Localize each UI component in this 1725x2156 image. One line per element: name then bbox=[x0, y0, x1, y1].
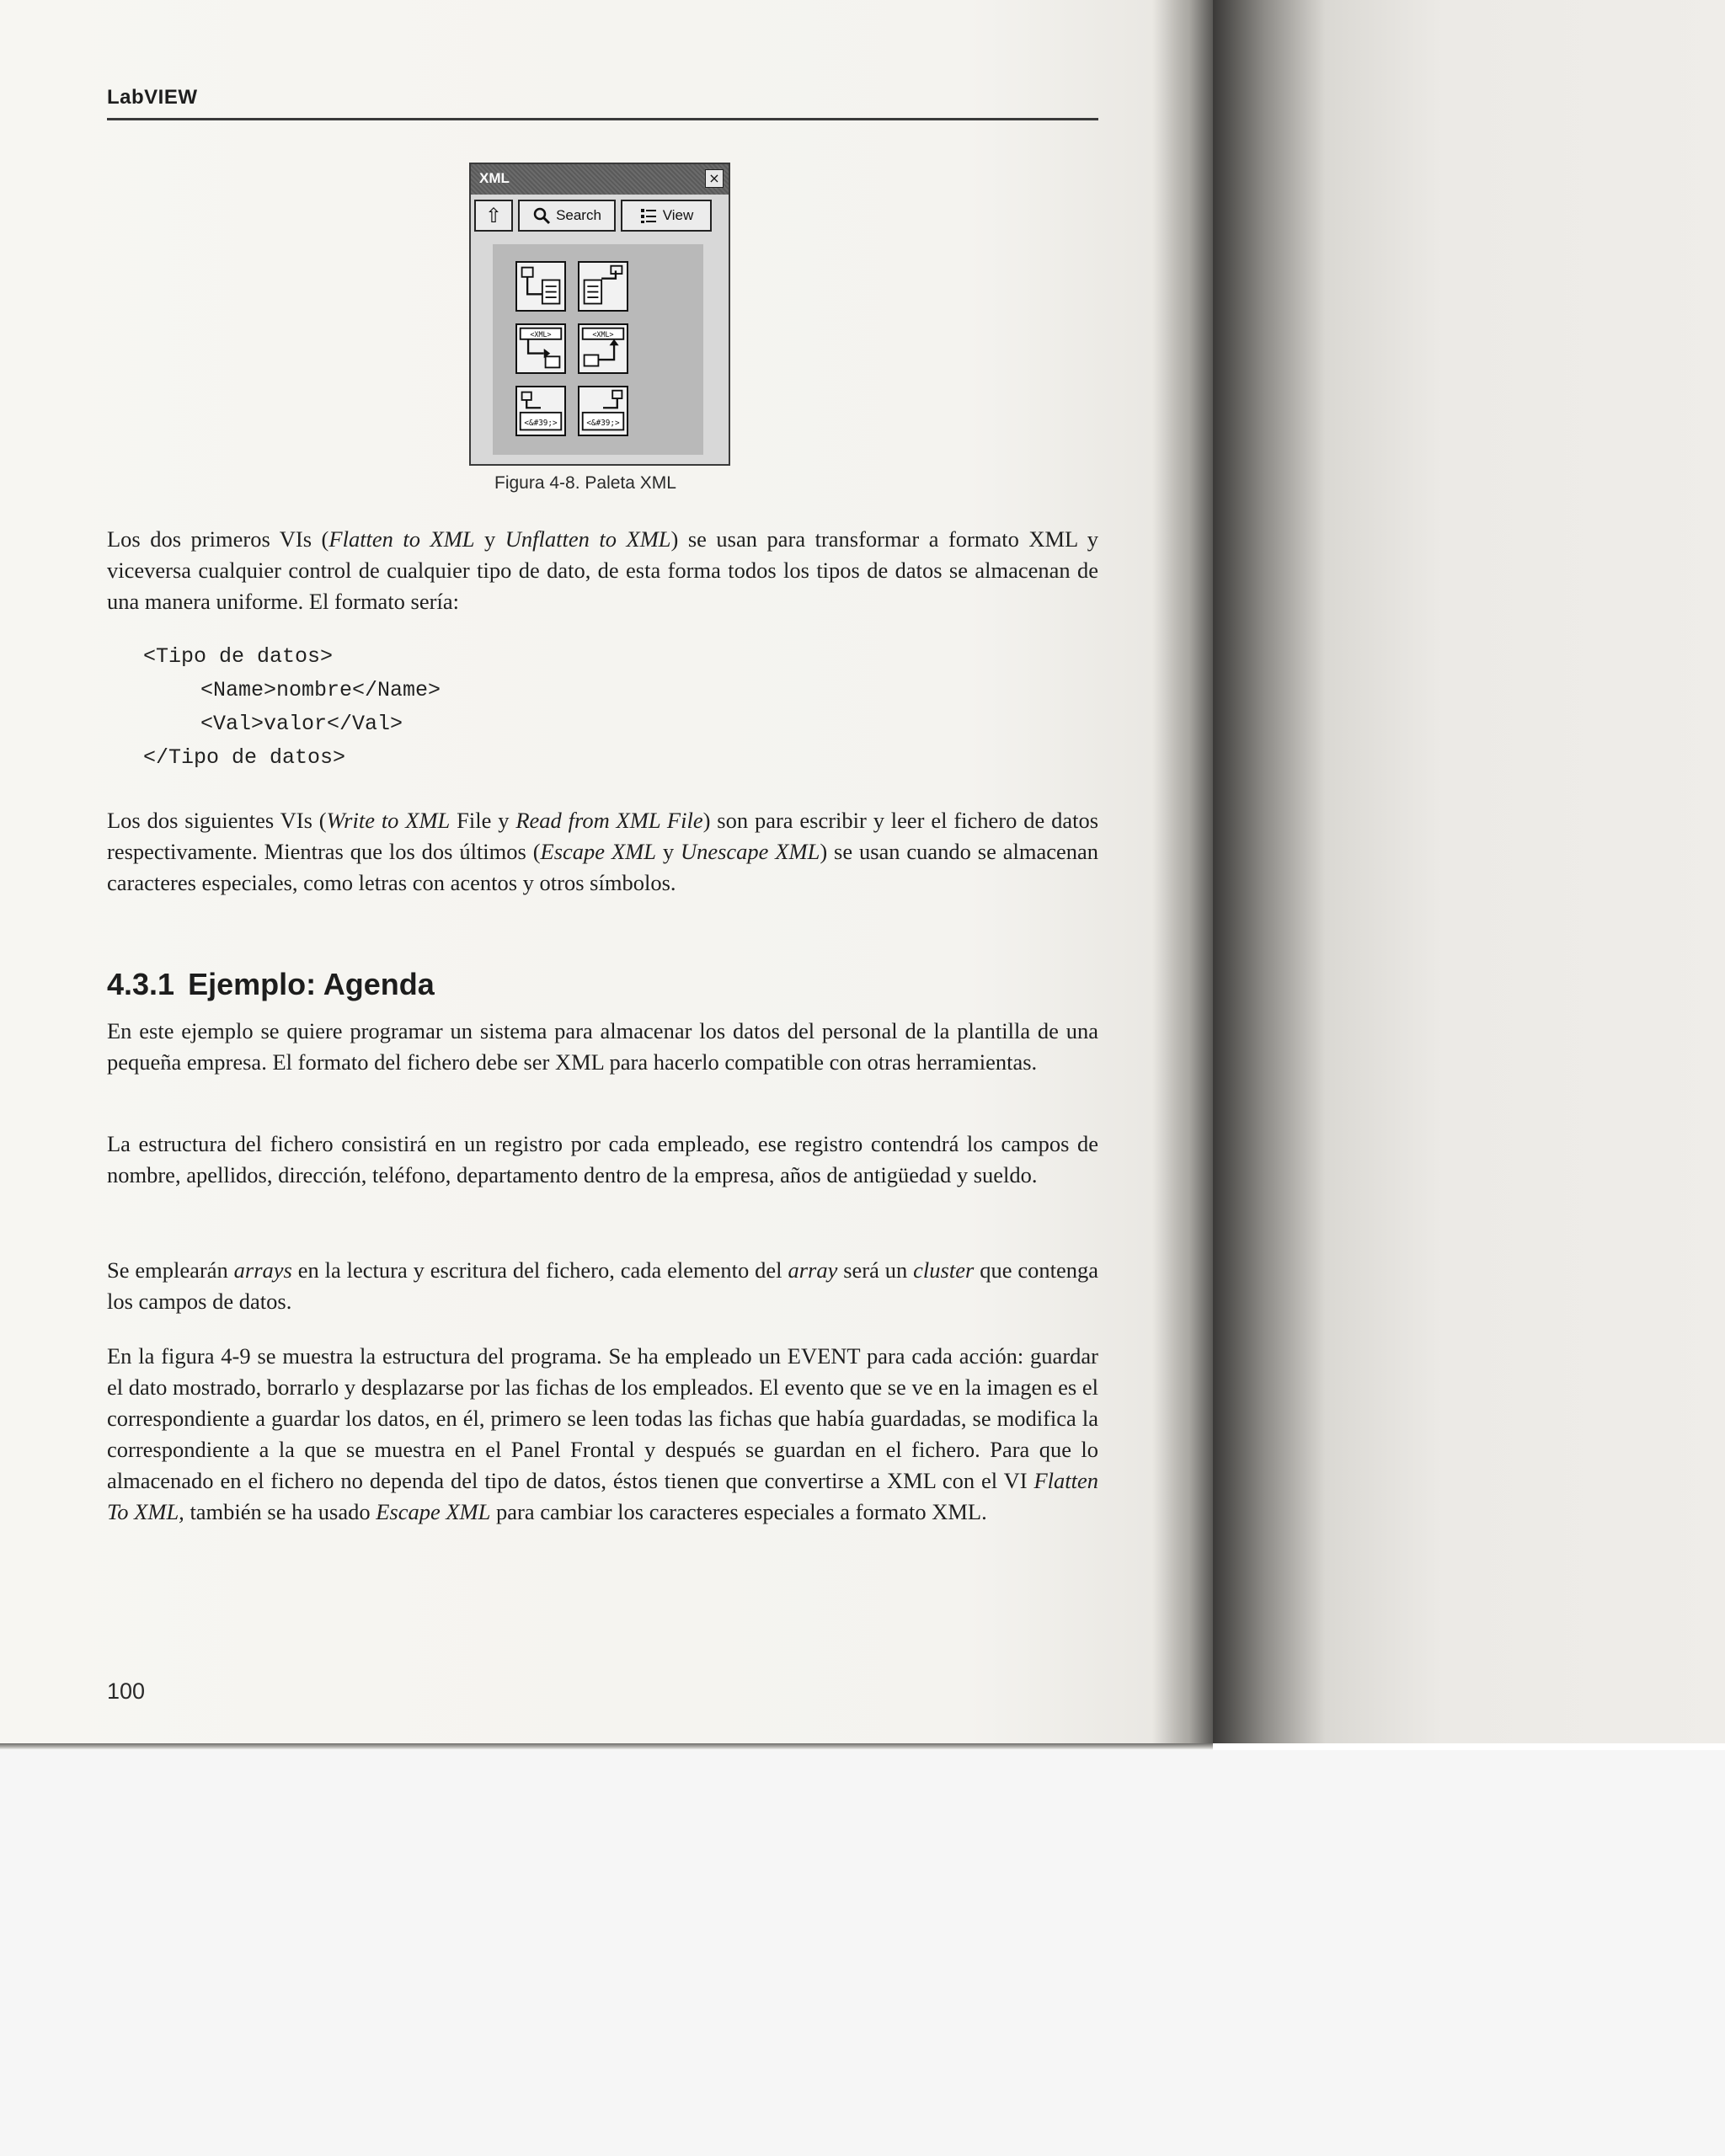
xml-format-code bbox=[143, 640, 441, 775]
search-button[interactable] bbox=[518, 200, 616, 232]
text-run: ) se usan cuando se almacenan caracteres especiales, como letras con acentos y otros símbolos. bbox=[107, 839, 1099, 895]
view-list-icon bbox=[639, 206, 658, 225]
paragraph-arrays bbox=[107, 1255, 1098, 1317]
text-run: para cambiar los caracteres especiales a formato XML. bbox=[490, 1499, 987, 1524]
text-run: será un bbox=[837, 1257, 914, 1283]
italic-term: Escape XML bbox=[376, 1499, 491, 1524]
header-title: LabVIEW bbox=[107, 86, 198, 109]
scanner-background bbox=[0, 1750, 1725, 2156]
flatten-to-xml-glyph bbox=[517, 263, 564, 310]
page-bottom-edge bbox=[0, 1743, 1213, 1750]
up-button[interactable] bbox=[474, 200, 513, 232]
text-run: ) se usan para transformar a formato XML y viceversa cualquier control de cualquier tipo de dato, de esta forma todos los tipos de datos se almacenan de una manera uniforme. El formato sería: bbox=[107, 526, 1098, 614]
arrow-up-icon: ⇧ bbox=[484, 204, 503, 227]
text-run: Los dos primeros VIs ( bbox=[107, 526, 329, 552]
text-run: Se emplearán bbox=[107, 1257, 234, 1283]
text-run: y bbox=[655, 839, 681, 864]
section-heading bbox=[107, 967, 435, 1002]
view-button[interactable] bbox=[621, 200, 712, 232]
palette-titlebar bbox=[471, 164, 729, 195]
italic-term: Read from XML File bbox=[515, 808, 703, 833]
italic-term: arrays bbox=[233, 1257, 292, 1283]
italic-term: Unescape XML bbox=[680, 839, 820, 864]
escape-xml-icon[interactable] bbox=[515, 386, 566, 436]
italic-term: Escape XML bbox=[540, 839, 656, 864]
code-line: <Tipo de datos> bbox=[143, 644, 334, 669]
write-to-xml-file-glyph bbox=[517, 325, 564, 372]
write-to-xml-file-icon[interactable] bbox=[515, 323, 566, 374]
facing-page bbox=[1213, 0, 1725, 1743]
read-from-xml-file-glyph bbox=[579, 325, 627, 372]
figure-caption: Figura 4-8. Paleta XML bbox=[494, 473, 676, 493]
palette-icon-area bbox=[493, 244, 703, 455]
unescape-xml-icon[interactable] bbox=[578, 386, 628, 436]
italic-term: Flatten To XML, bbox=[107, 1468, 1098, 1524]
paragraph-example-intro: En este ejemplo se quiere programar un sistema para almacenar los datos del personal de la plantilla de una pequeña empresa. El formato del fichero debe ser XML para hacerlo compatible con otras herramientas. bbox=[107, 1018, 1098, 1075]
code-line: </Tipo de datos> bbox=[143, 745, 346, 770]
text-run: En la figura 4-9 se muestra la estructura del programa. Se ha empleado un EVENT para cada acción: guardar el dato mostrado, borrarlo y desplazarse por las fichas de los empleados. El evento que se ve en la imagen es el correspondiente a guardar los datos, en él, primero se leen todas las fichas que había guardadas, se modifica la correspondiente a la que se muestra en el Panel Frontal y después se guardan en el fichero. Para que lo almacenado en el fichero no dependa del tipo de datos, éstos tienen que convertirse a XML con el VI bbox=[107, 1343, 1098, 1493]
unflatten-from-xml-glyph bbox=[579, 263, 627, 310]
text-run: File y bbox=[450, 808, 516, 833]
palette-icon-grid bbox=[515, 261, 632, 440]
escape-xml-glyph bbox=[517, 387, 564, 435]
magnifier-icon bbox=[532, 206, 551, 225]
italic-term: cluster bbox=[913, 1257, 975, 1283]
italic-term: array bbox=[788, 1257, 838, 1283]
code-line: <Name>nombre</Name> bbox=[200, 678, 441, 702]
view-button-label: View bbox=[662, 207, 694, 223]
italic-term: Flatten to XML bbox=[328, 526, 475, 552]
section-number: 4.3.1 bbox=[107, 967, 175, 1001]
italic-term: Unflatten to XML bbox=[505, 526, 671, 552]
text-run: Los dos siguientes VIs ( bbox=[107, 808, 327, 833]
code-line: <Val>valor</Val> bbox=[200, 712, 403, 736]
read-from-xml-file-icon[interactable] bbox=[578, 323, 628, 374]
read-xml-icon-label: <XML> bbox=[592, 330, 614, 339]
xml-palette-window bbox=[469, 163, 730, 466]
paragraph-file-vis bbox=[107, 805, 1098, 899]
paragraph-file-structure: La estructura del fichero consistirá en un registro por cada empleado, ese registro contendrá los campos de nombre, apellidos, dirección, teléfono, departamento dentro de la empresa, años de antigüedad y sueldo. bbox=[107, 1131, 1098, 1187]
page-number: 100 bbox=[107, 1678, 146, 1704]
section-title: Ejemplo: Agenda bbox=[188, 967, 435, 1001]
running-header bbox=[107, 84, 1098, 120]
palette-toolbar bbox=[474, 200, 725, 233]
palette-title: XML bbox=[479, 170, 510, 186]
write-xml-icon-label: <XML> bbox=[530, 330, 552, 339]
italic-term: Write to XML bbox=[326, 808, 451, 833]
paragraph-flatten-vis bbox=[107, 524, 1098, 617]
close-icon[interactable]: × bbox=[705, 169, 724, 188]
text-run: en la lectura y escritura del fichero, cada elemento del bbox=[291, 1257, 788, 1283]
search-button-label: Search bbox=[556, 207, 601, 223]
text-run: también se ha usado bbox=[184, 1499, 377, 1524]
text-run: que contenga los campos de datos. bbox=[107, 1257, 1098, 1314]
unescape-xml-glyph bbox=[579, 387, 627, 435]
escape-xml-icon-label: <&#39;> bbox=[524, 418, 558, 428]
text-run: ) son para escribir y leer el fichero de datos respectivamente. Mientras que los dos últimos ( bbox=[107, 808, 1099, 864]
unescape-xml-icon-label: <&#39;> bbox=[586, 418, 620, 428]
paragraph-program-structure bbox=[107, 1341, 1098, 1528]
text-run: y bbox=[474, 526, 505, 552]
unflatten-from-xml-icon[interactable] bbox=[578, 261, 628, 312]
flatten-to-xml-icon[interactable] bbox=[515, 261, 566, 312]
